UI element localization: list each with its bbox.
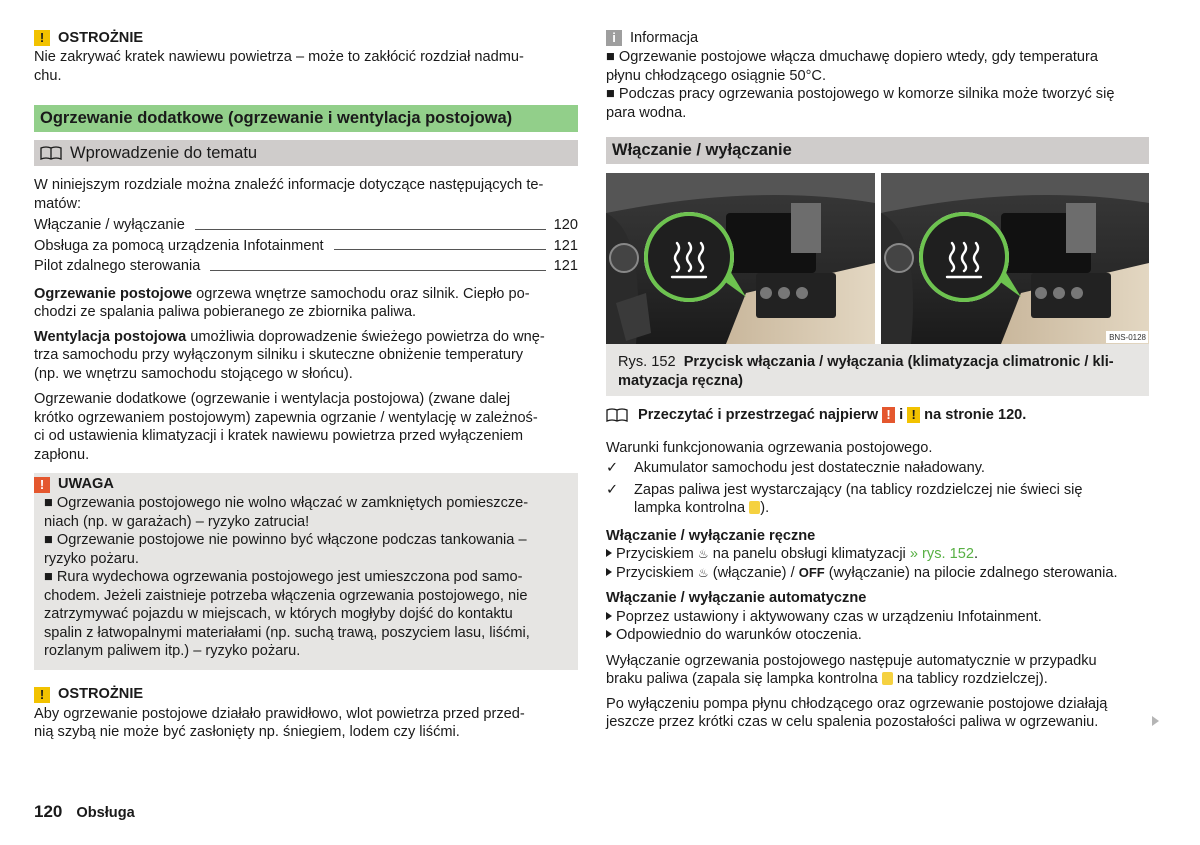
figure-title: Przycisk włączania / wyłączania (klimatyzacja climatronic / kli-: [683, 354, 1114, 370]
check-item: ✓ Akumulator samochodu jest dostatecznie naładowany.: [606, 460, 985, 476]
fuel-warning-lamp-icon: [882, 672, 893, 685]
page-footer: [34, 803, 135, 823]
intro-header: [34, 140, 578, 166]
caution-icon: !: [34, 30, 50, 46]
page-number: 120: [34, 802, 63, 821]
figure-image: [606, 173, 1149, 344]
arrow-icon: [606, 630, 612, 638]
caution-heading: [34, 685, 578, 705]
continue-arrow-icon: [1152, 716, 1159, 726]
footer-section: Obsługa: [76, 805, 135, 821]
figure: [606, 173, 1149, 344]
caution-text: Aby ogrzewanie postojowe działało prawidłowo, wlot powietrza przed przed- nią szybą nie może być zasłonięty np. śniegiem, lodem czy liśćmi.: [34, 705, 525, 740]
toc: [34, 214, 578, 276]
figure-link[interactable]: » rys. 152: [909, 546, 974, 562]
arrow-icon: [606, 612, 612, 620]
warning-text: ■ Ogrzewania postojowego nie wolno włączać w zamkniętych pomieszcze- niach (np. w garażach) – ryzyko zatrucia! ■ Ogrzewanie postojowe nie powinno być włączone podczas tankowania – ryzyko pożaru. ■ Rura wydechowa ogrzewania postojowego jest umieszczona pod samo- chodem. Jeżeli zaistnieje potrzeba włączenia ogrzewania postojowego, nie zatrzymywać pojazdu w miejscach, w których mogłyby dojść do kontaktu spalin z łatwopalnymi materiałami (np. suchą trawą, poszyciem lasu, liśćmi, rozlanym paliwem itp.) – ryzyko pożaru.: [44, 495, 530, 659]
toc-page: 120: [553, 217, 578, 233]
warning-icon: !: [882, 407, 895, 423]
caution-icon: !: [907, 407, 920, 423]
figure-code: BNS-0128: [1109, 333, 1146, 342]
paragraph-after-off: Po wyłączeniu pompa płynu chłodzącego oraz ogrzewanie postojowe działają jeszcze przez krótki czas w celu spalenia pozostałości paliwa w ogrzewaniu.: [606, 695, 1108, 730]
toc-label: Pilot zdalnego sterowania: [34, 258, 201, 274]
paragraph-heating: Ogrzewanie postojowe ogrzewa wnętrze samochodu oraz silnik. Ciepło po- chodzi ze spalania paliwa pobieranego ze zbiornika paliwa.: [34, 285, 530, 320]
auto-step: Odpowiednio do warunków otoczenia.: [606, 626, 1149, 645]
section-title: Ogrzewanie dodatkowe (ogrzewanie i wentylacja postojowa): [34, 105, 578, 132]
conditions-intro: Warunki funkcjonowania ogrzewania postojowego.: [606, 439, 933, 456]
info-label: Informacja: [630, 29, 699, 46]
toc-leader: [195, 229, 546, 230]
arrow-icon: [606, 549, 612, 557]
read-first: Przeczytać i przestrzegać najpierw ! i ! na stronie 120.: [606, 406, 1149, 425]
toc-page: 121: [553, 237, 578, 254]
intro-title: Wprowadzenie do tematu: [70, 144, 258, 162]
warning-icon: !: [34, 477, 50, 493]
toc-leader: [210, 270, 545, 271]
toc-label: Obsługa za pomocą urządzenia Infotainment: [34, 237, 324, 254]
paragraph-ventilation: Wentylacja postojowa umożliwia doprowadzenie świeżego powietrza do wnę- trza samochodu przy wyłączonym silniku i skuteczne obniżenie temperatury (np. we wnętrzu samochodu stojącego w słońcu).: [34, 328, 545, 382]
caution-icon: !: [34, 687, 50, 703]
paragraph-additional: Ogrzewanie dodatkowe (ogrzewanie i wentylacja postojowa) (zwane dalej krótko ogrzewaniem postojowym) zapewnia ogrzanie / wentylację w zależnoś- ci od ustawienia klimatyzacji i kratek nawiewu powietrza przed wyłączeniem zapłonu.: [34, 391, 538, 463]
manual-step: Przyciskiem ♨ (włączanie) / OFF (wyłączanie) na pilocie zdalnego sterowania.: [606, 564, 1149, 583]
arrow-icon: [606, 568, 612, 576]
toc-label: Włączanie / wyłączanie: [34, 217, 185, 233]
check-item: ✓ Zapas paliwa jest wystarczający (na tablicy rozdzielczej nie świeci się lampka kontrolna ).: [606, 481, 1083, 516]
page-reference[interactable]: na stronie 120.: [924, 407, 1027, 423]
toc-leader: [334, 249, 546, 250]
paragraph-auto-off: Wyłączanie ogrzewania postojowego następuje automatycznie w przypadku braku paliwa (zapala się lampka kontrolna na tablicy rozdzielczej).: [606, 652, 1097, 687]
heater-remote-icon: ♨: [697, 565, 709, 580]
book-icon: [606, 408, 628, 422]
checkmark-icon: ✓: [606, 460, 619, 476]
auto-title: Włączanie / wyłączanie automatyczne: [606, 590, 867, 606]
checkmark-icon: ✓: [606, 481, 619, 498]
left-column: [34, 28, 578, 742]
heater-button-icon: ♨: [697, 547, 709, 561]
caution-label: OSTROŻNIE: [58, 686, 144, 703]
toc-row[interactable]: [34, 214, 578, 235]
right-column: [606, 28, 1149, 732]
off-button-label: OFF: [798, 564, 825, 580]
book-icon: [40, 146, 62, 160]
caution-text: Nie zakrywać kratek nawiewu powietrza – może to zakłócić rozdział nadmu- chu.: [34, 49, 524, 84]
info-icon: i: [606, 30, 622, 46]
toc-page: 121: [553, 258, 578, 274]
section-heading: Włączanie / wyłączanie: [606, 137, 1149, 164]
caution-heading: [34, 28, 578, 48]
intro-text: W niniejszym rozdziale można znaleźć informacje dotyczące następujących te- matów:: [34, 177, 544, 212]
fuel-warning-lamp-icon: [749, 501, 760, 514]
figure-caption: [606, 344, 1149, 396]
figure-title-cont: matyzacja ręczna): [618, 372, 743, 389]
warning-box: [34, 473, 578, 670]
auto-step: Poprzez ustawiony i aktywowany czas w urządzeniu Infotainment.: [606, 608, 1149, 627]
manual-step: Przyciskiem ♨ na panelu obsługi klimatyzacji » rys. 152.: [606, 545, 1149, 564]
toc-row[interactable]: [34, 255, 578, 276]
info-heading: [606, 28, 1149, 48]
figure-number: Rys. 152: [618, 354, 676, 370]
manual-title: Włączanie / wyłączanie ręczne: [606, 527, 816, 544]
warning-label: UWAGA: [58, 476, 114, 493]
info-text: ■ Ogrzewanie postojowe włącza dmuchawę dopiero wtedy, gdy temperatura płynu chłodzącego osiągnie 50°C. ■ Podczas pracy ogrzewania postojowego w komorze silnika może tworzyć się para wodna.: [606, 49, 1115, 121]
warning-heading: [34, 475, 578, 494]
caution-label: OSTROŻNIE: [58, 29, 144, 46]
toc-row[interactable]: [34, 235, 578, 256]
